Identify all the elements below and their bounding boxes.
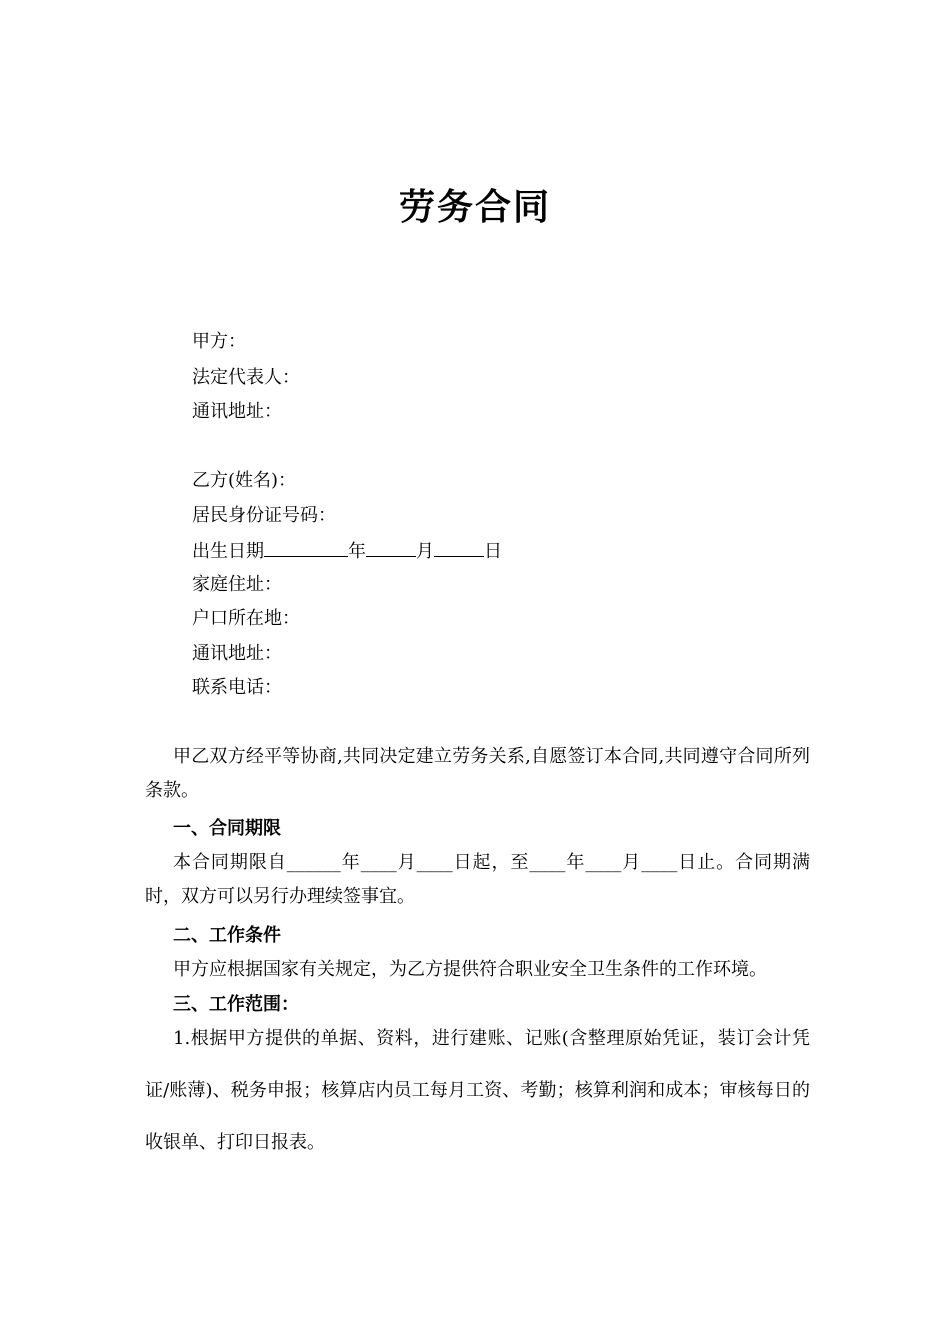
section-body: 1.根据甲方提供的单据、资料，进行建账、记账(含整理原始凭证，装订会计凭证/账薄)、税务申报；核算店内员工每月工资、考勤；核算利润和成本；审核每日的收银单、打印日报表。 (145, 1028, 810, 1153)
month-label: 月 (416, 541, 434, 562)
birth-month-blank[interactable] (366, 538, 416, 557)
legal-rep-label: 法定代表人： (192, 367, 300, 388)
party-b-name-label: 乙方(姓名)： (192, 470, 297, 491)
section-body: 甲方应根据国家有关规定，为乙方提供符合职业安全卫生条件的工作环境。 (173, 959, 767, 980)
day-label: 日 (484, 541, 502, 562)
home-address-label: 家庭住址： (192, 574, 282, 595)
birth-year-blank[interactable] (264, 538, 348, 557)
party-a-address-label: 通讯地址： (192, 401, 282, 422)
section-heading: 三、工作范围： (173, 994, 299, 1015)
section-heading: 二、工作条件 (173, 925, 281, 946)
section-body: 本合同期限自______年____月____日起，至____年____月____日止。合同期满时，双方可以另行办理续签事宜。 (145, 852, 810, 907)
birth-date-line (192, 538, 502, 564)
phone-label: 联系电话： (192, 677, 282, 698)
section-heading: 一、合同期限 (173, 818, 281, 839)
birth-date-label: 出生日期 (192, 541, 264, 562)
id-number-label: 居民身份证号码： (192, 505, 336, 526)
document-title: 劳务合同 (398, 187, 551, 228)
birth-day-blank[interactable] (434, 538, 484, 557)
year-label: 年 (348, 541, 366, 562)
intro-paragraph: 甲乙双方经平等协商,共同决定建立劳务关系,自愿签订本合同,共同遵守合同所列条款。 (145, 746, 810, 801)
party-b-address-label: 通讯地址： (192, 643, 282, 664)
party-a-label: 甲方： (192, 331, 246, 352)
household-registration-label: 户口所在地： (192, 608, 300, 629)
